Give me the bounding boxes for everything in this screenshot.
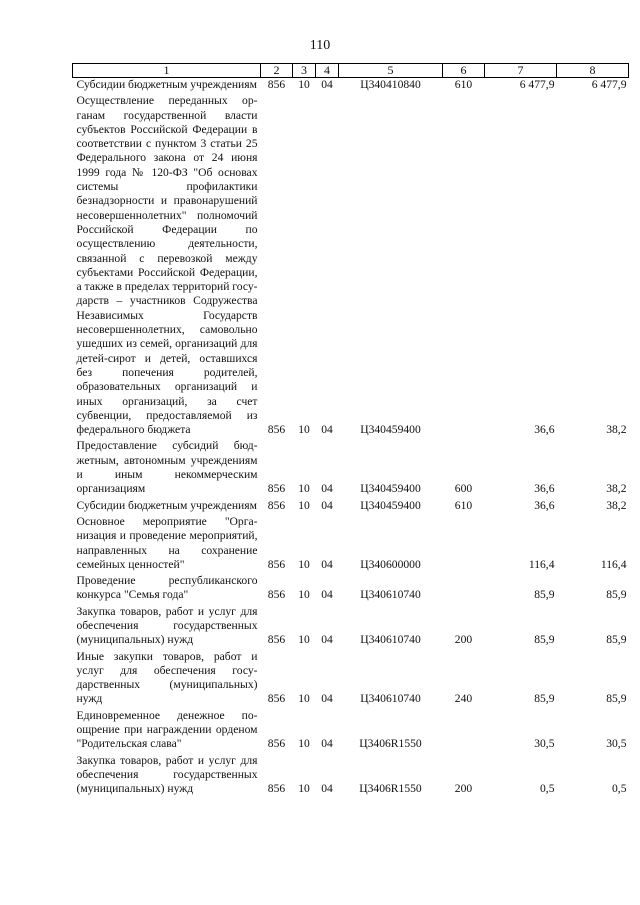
expense-type-cell: 200 <box>454 633 473 647</box>
section-code-cell: 10 <box>298 482 310 496</box>
subsection-code-cell: 04 <box>321 782 333 796</box>
header-cell: 7 <box>485 64 557 78</box>
subsection-code-cell: 04 <box>321 588 333 602</box>
section-code-cell: 10 <box>298 633 310 647</box>
table-body <box>73 78 629 797</box>
row-name-cell: Основное мероприятие "Организация и проведение мероприятий, направленных на сохранение семейных ценностей" <box>76 514 258 571</box>
row-name-cell: Закупка товаров, работ и услуг для обеспечения государственных (муниципальных) нужд <box>76 753 258 796</box>
amount-year2-cell: 38,2 <box>606 498 627 512</box>
amount-year1-cell: 85,9 <box>534 633 555 647</box>
target-article-cell: Ц340410840 <box>360 78 421 91</box>
ministry-code-cell: 856 <box>267 692 286 706</box>
header-cell: 4 <box>316 64 339 78</box>
ministry-code-cell: 856 <box>267 633 286 647</box>
amount-year2-cell: 0,5 <box>612 782 627 796</box>
amount-year2-cell: 38,2 <box>606 482 627 496</box>
expense-type-cell: 200 <box>454 782 473 796</box>
section-code-cell: 10 <box>298 423 310 437</box>
header-cell: 3 <box>293 64 316 78</box>
expense-type-cell: 600 <box>454 482 473 496</box>
subsection-code-cell: 04 <box>321 557 333 571</box>
amount-year2-cell: 38,2 <box>606 423 627 437</box>
amount-year2-cell: 30,5 <box>606 737 627 751</box>
table-row <box>73 707 629 752</box>
ministry-code-cell: 856 <box>267 423 286 437</box>
subsection-code-cell: 04 <box>321 482 333 496</box>
row-name-cell: Иные закупки товаров, работ и услуг для обеспечения государственных (муниципальных) нужд <box>76 649 258 706</box>
subsection-code-cell: 04 <box>321 633 333 647</box>
table-row <box>73 513 629 572</box>
header-cell: 5 <box>339 64 443 78</box>
subsection-code-cell: 04 <box>321 423 333 437</box>
section-code-cell: 10 <box>298 588 310 602</box>
ministry-code-cell: 856 <box>267 498 286 512</box>
section-code-cell: 10 <box>298 782 310 796</box>
target-article-cell: Ц340459400 <box>360 423 421 437</box>
header-cell: 2 <box>261 64 293 78</box>
expense-type-cell <box>443 707 485 752</box>
header-cell: 6 <box>443 64 485 78</box>
subsection-code-cell: 04 <box>321 78 333 91</box>
section-code-cell: 10 <box>298 737 310 751</box>
table-row <box>73 648 629 707</box>
ministry-code-cell: 856 <box>267 782 286 796</box>
amount-year2-cell: 116,4 <box>600 557 627 571</box>
amount-year1-cell: 85,9 <box>534 588 555 602</box>
amount-year2-cell: 85,9 <box>606 588 627 602</box>
header-row <box>73 64 629 78</box>
target-article-cell: Ц340610740 <box>360 588 421 602</box>
amount-year1-cell: 36,6 <box>534 423 555 437</box>
table-row <box>73 603 629 648</box>
section-code-cell: 10 <box>298 692 310 706</box>
amount-year2-cell: 85,9 <box>606 692 627 706</box>
table-row <box>73 497 629 513</box>
table-row <box>73 437 629 496</box>
amount-year1-cell: 36,6 <box>534 498 555 512</box>
amount-year1-cell: 116,4 <box>528 557 555 571</box>
budget-table <box>72 63 629 797</box>
target-article-cell: Ц3406R1550 <box>359 782 422 796</box>
amount-year2-cell: 85,9 <box>606 633 627 647</box>
ministry-code-cell: 856 <box>267 557 286 571</box>
target-article-cell: Ц340610740 <box>360 633 421 647</box>
table-row <box>73 92 629 437</box>
amount-year1-cell: 6 477,9 <box>519 78 555 91</box>
expense-type-cell <box>443 92 485 437</box>
ministry-code-cell: 856 <box>267 588 286 602</box>
target-article-cell: Ц3406R1550 <box>359 737 422 751</box>
header-cell: 8 <box>557 64 629 78</box>
ministry-code-cell: 856 <box>267 78 286 91</box>
row-name-cell: Закупка товаров, работ и услуг для обеспечения государственных (муниципальных) нужд <box>76 604 258 647</box>
amount-year2-cell: 6 477,9 <box>591 78 627 91</box>
row-name-cell: Осуществление переданных органам государственной власти субъектов Российской Федерации в соответствии с пунктом 3 статьи 25 Федерального закона от 24 июня 1999 года № 120-ФЗ "Об основах системы профилактики безнадзорности и правонарушений несовершеннолетних" полномочий Российской Федерации по осуществлению деятельности, связанной с перевозкой между субъектами Российской Федерации, а также в пределах территорий государств – участников Содружества Независимых Государств несовершеннолетних, самовольно ушедших из семей, организаций для детей-сирот и детей, оставшихся без попечения родителей, образовательных организаций и иных организаций, за счет субвенции, предоставляемой из федерального бюджета <box>76 94 258 437</box>
row-name-cell: Проведение республиканского конкурса "Семья года" <box>76 574 258 602</box>
target-article-cell: Ц340459400 <box>360 482 421 496</box>
section-code-cell: 10 <box>298 498 310 512</box>
subsection-code-cell: 04 <box>321 498 333 512</box>
expense-type-cell: 240 <box>454 692 473 706</box>
amount-year1-cell: 85,9 <box>534 692 555 706</box>
expense-type-cell <box>443 513 485 572</box>
page-number: 110 <box>309 38 331 53</box>
expense-type-cell: 610 <box>454 498 473 512</box>
subsection-code-cell: 04 <box>321 737 333 751</box>
amount-year1-cell: 36,6 <box>534 482 555 496</box>
expense-type-cell <box>443 572 485 603</box>
amount-year1-cell: 0,5 <box>540 782 555 796</box>
row-name-cell: Единовременное денежное поощрение при награждении орденом "Родительская слава" <box>76 708 258 751</box>
section-code-cell: 10 <box>298 78 310 91</box>
section-code-cell: 10 <box>298 557 310 571</box>
table-row <box>73 78 629 93</box>
subsection-code-cell: 04 <box>321 692 333 706</box>
header-cell: 1 <box>73 64 261 78</box>
target-article-cell: Ц340600000 <box>360 557 421 571</box>
target-article-cell: Ц340459400 <box>360 498 421 512</box>
table-row <box>73 572 629 603</box>
row-name-cell: Предоставление субсидий бюджетным, автономным учреждениям и иным некоммерческим организациям <box>76 439 258 496</box>
expense-type-cell: 610 <box>454 78 473 91</box>
target-article-cell: Ц340610740 <box>360 692 421 706</box>
amount-year1-cell: 30,5 <box>534 737 555 751</box>
row-name-cell: Субсидии бюджетным учреждениям <box>76 498 257 512</box>
row-name-cell: Субсидии бюджетным учреждениям <box>76 78 257 91</box>
ministry-code-cell: 856 <box>267 737 286 751</box>
ministry-code-cell: 856 <box>267 482 286 496</box>
table-row <box>73 752 629 797</box>
